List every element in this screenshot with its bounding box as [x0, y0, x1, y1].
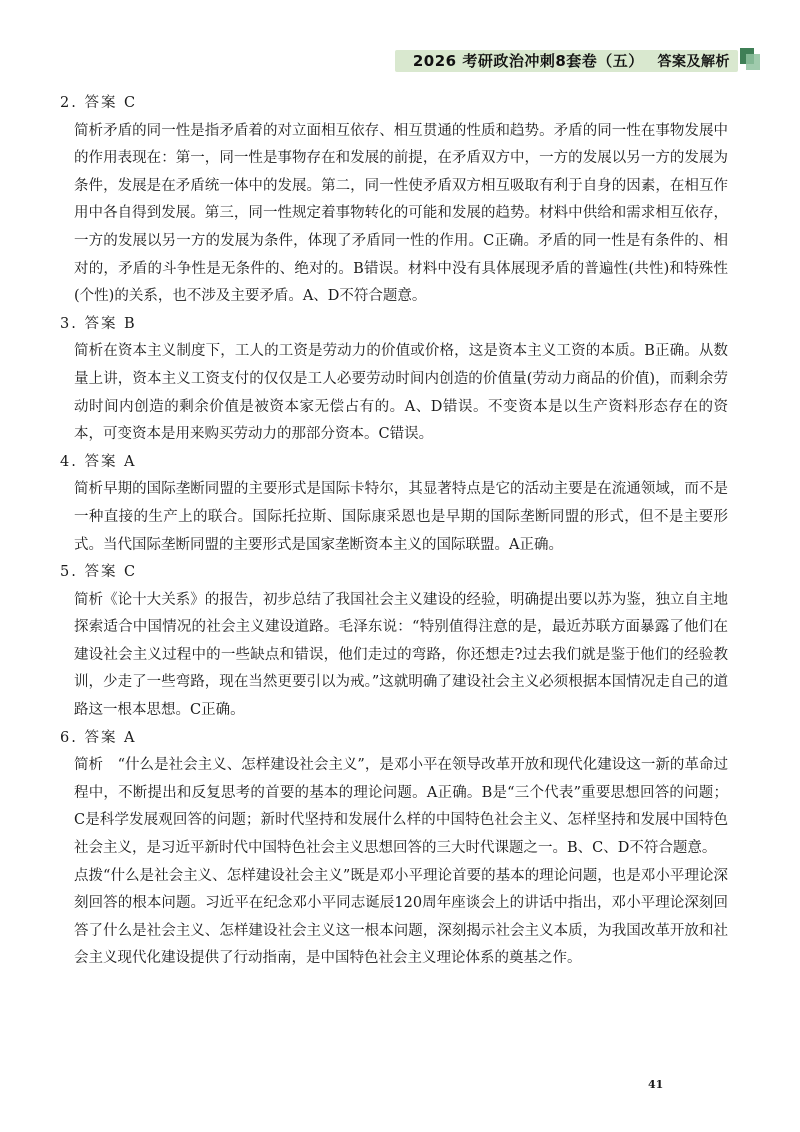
question-6-tip: 点拨“什么是社会主义、怎样建设社会主义”既是邓小平理论首要的基本的理论问题，也是邓小平理论深刻回答的根本问题。习近平在纪念邓小平同志诞辰120周年座谈会上的讲话中指出，邓小平理论深刻回答了什么是社会主义、怎样建设社会主义这一根本问题，深刻揭示社会主义本质，为我国改革开放和社会主义现代化建设提供了行动指南，是中国特色社会主义理论体系的奠基之作。: [74, 867, 728, 967]
question-2-answer: 2. 答案 C: [60, 95, 138, 111]
question-6-answer: 6. 答案 A: [60, 729, 137, 746]
question-6-analysis: 简析 “什么是社会主义、怎样建设社会主义”，是邓小平在领导改革开放和现代化建设这一新的革命过程中，不断提出和反复思考的首要的基本的理论问题。A正确。B是“三个代表”重要思想回答的问题；C是科学发展观回答的问题；新时代坚持和发展什么样的中国特色社会主义、怎样坚持和发展中国特色社会主义，是习近平新时代中国特色社会主义思想回答的三大时代课题之一。B、C、D不符合题意。: [74, 757, 728, 857]
header-suffix: 答案及解析: [657, 53, 730, 70]
question-5-analysis: 简析《论十大关系》的报告，初步总结了我国社会主义建设的经验，明确提出要以苏为鉴，独立自主地探索适合中国情况的社会主义建设道路。毛泽东说：“特别值得注意的是，最近苏联方面暴露了他们在建设社会主义过程中的一些缺点和错误，他们走过的弯路，你还想走?过去我们就是鉴于他们的经验教训，少走了一些弯路，现在当然更要引以为戒。”这就明确了建设社会主义必须根据本国情况走自己的道路这一根本思想。C正确。: [74, 591, 728, 719]
page-header: [395, 48, 738, 72]
question-2-analysis: 简析矛盾的同一性是指矛盾着的对立面相互依存、相互贯通的性质和趋势。矛盾的同一性在事物发展中的作用表现在：第一，同一性是事物存在和发展的前提，在矛盾双方中，一方的发展以另一方的发展为条件，发展是在矛盾统一体中的发展。第二，同一性使矛盾双方相互吸取有利于自身的因素，在相互作用中各自得到发展。第三，同一性规定着事物转化的可能和发展的趋势。材料中供给和需求相互依存，一方的发展以另一方的发展为条件，体现了矛盾同一性的作用。C正确。矛盾的同一性是有条件的、相对的，矛盾的斗争性是无条件的、绝对的。B错误。材料中没有具体展现矛盾的普遍性(共性)和特殊性(个性)的关系，也不涉及主要矛盾。A、D不符合题意。: [74, 122, 728, 305]
question-4-analysis: 简析早期的国际垄断同盟的主要形式是国际卡特尔，其显著特点是它的活动主要是在流通领域，而不是一种直接的生产上的联合。国际托拉斯、国际康采恩也是早期的国际垄断同盟的形式，但不是主要形式。当代国际垄断同盟的主要形式是国家垄断资本主义的国际联盟。A正确。: [74, 481, 728, 553]
header-title: [413, 50, 738, 71]
question-3-analysis: 简析在资本主义制度下，工人的工资是劳动力的价值或价格，这是资本主义工资的本质。B正确。从数量上讲，资本主义工资支付的仅仅是工人必要劳动时间内创造的价值量(劳动力商品的价值)，而剩余劳动时间内创造的剩余价值是被资本家无偿占有的。A、D错误。不变资本是以生产资料形态存在的资本，可变资本是用来购买劳动力的那部分资本。C错误。: [74, 343, 728, 443]
page-number: 41: [648, 1078, 664, 1091]
question-3-answer: 3. 答案 B: [60, 315, 137, 332]
question-5-answer: 5. 答案 C: [60, 564, 138, 581]
header-title-main: 考研政治冲刺8套卷（五）: [462, 51, 644, 70]
answer-content: [52, 90, 728, 973]
header-decoration-icon: [740, 48, 760, 70]
header-year: 2026: [412, 51, 457, 70]
question-4-answer: 4. 答案 A: [60, 453, 137, 470]
